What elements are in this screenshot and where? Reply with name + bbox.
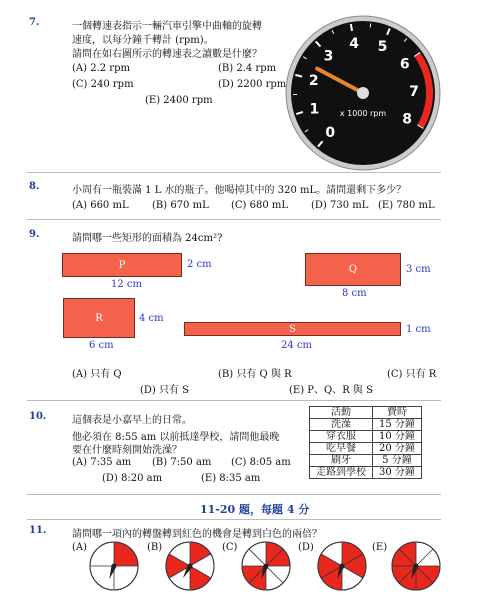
q7-number: 7. [29,17,40,28]
spinner-hub [264,564,269,569]
q10-option-c[interactable]: (C) 8:05 am [231,457,291,468]
table-header-time: 費時 [373,407,422,419]
q8-option-e[interactable]: (E) 780 mL [378,200,435,211]
gauge-tick-label: 2 [308,72,319,89]
spinner-hub [188,564,193,569]
gauge-tick-label: 5 [377,38,388,55]
spinner-hub [340,564,345,569]
q7-line2: 速度，以每分鐘千轉計 (rpm)。 [72,35,214,46]
table-cell: 走路到學校 [310,467,373,479]
gauge-tick-label: 0 [325,125,336,142]
q7-option-e[interactable]: (E) 2400 rpm [145,95,213,106]
rect-p: P [62,253,182,277]
rect-s: S [184,322,401,336]
q10-option-e[interactable]: (E) 8:35 am [201,473,261,484]
gauge-tick-label: 3 [323,48,334,65]
tachometer-gauge [284,14,442,172]
spinner-d [316,540,368,592]
table-cell: 穿衣服 [310,431,373,443]
table-cell: 15 分鐘 [373,419,422,431]
q9-option-b[interactable]: (B) 只有 Q 與 R [218,369,292,380]
rect-r: R [63,298,135,338]
rect-q-width: 8 cm [342,288,367,299]
rect-r-height: 4 cm [139,313,164,324]
q9-option-a[interactable]: (A) 只有 Q [72,369,122,380]
table-cell: 刷牙 [310,455,373,467]
q7-option-a[interactable]: (A) 2.2 rpm [72,63,130,74]
spinner-b [164,540,216,592]
q9-option-d[interactable]: (D) 只有 S [140,385,190,396]
spinner-hub [414,564,419,569]
q9-text: 請問哪一些矩形的面積為 24cm²? [72,233,223,244]
q9-option-e[interactable]: (E) P、Q、R 與 S [289,385,373,396]
q7-line3: 請問在如右圖所示的轉速表之讀數是什麼？ [72,49,262,60]
rect-p-height: 2 cm [187,259,212,270]
q11-option-e[interactable]: (E) [372,542,388,553]
routine-table [309,406,422,479]
rect-r-width: 6 cm [89,340,114,351]
gauge-tick [351,24,352,31]
q11-option-c[interactable]: (C) [222,542,238,553]
q8-text: 小周有一瓶裝滿 1 L 水的瓶子。他喝掉其中的 320 mL。請問還剩下多少？ [72,185,407,196]
q10-number: 10. [29,411,47,422]
q8-option-b[interactable]: (B) 670 mL [152,200,209,211]
q11-option-d[interactable]: (D) [298,542,314,553]
table-cell: 洗澡 [310,419,373,431]
q8-option-a[interactable]: (A) 660 mL [72,200,129,211]
table-cell: 10 分鐘 [373,431,422,443]
q11-number: 11. [29,525,47,536]
gauge-tick-label: 7 [409,83,419,100]
table-header-activity: 活動 [310,407,373,419]
rect-p-width: 12 cm [111,279,142,290]
q10-option-b[interactable]: (B) 7:50 am [152,457,212,468]
gauge-tick-label: 4 [349,35,360,52]
q11-option-b[interactable]: (B) [147,542,163,553]
section-heading: 11-20 題，每題 4 分 [200,503,310,516]
q7-option-c[interactable]: (C) 240 rpm [72,79,134,90]
table-cell: 5 分鐘 [373,455,422,467]
rect-s-height: 1 cm [406,324,431,335]
q8-option-d[interactable]: (D) 730 mL [311,200,369,211]
q10-line3: 要在什麼時刻開始洗澡？ [72,445,182,456]
q10-option-d[interactable]: (D) 8:20 am [102,473,163,484]
q9-number: 9. [29,229,40,240]
q10-line2: 他必須在 8:55 am 以前抵達學校，請問他最晚 [72,432,280,443]
table-cell: 吃早餐 [310,443,373,455]
spinner-c [240,540,292,592]
gauge-tick-label: 6 [399,56,410,73]
q10-line1: 這個表是小嘉早上的日常。 [72,415,192,426]
gauge-tick-label: 8 [402,111,413,128]
q7-option-d[interactable]: (D) 2200 rpm [218,79,287,90]
spinner-a [88,540,140,592]
q8-number: 8. [29,181,40,192]
q11-option-a[interactable]: (A) [72,542,88,553]
q7-line1: 一個轉速表指示一輛汽車引擎中曲軸的旋轉 [72,21,262,32]
rect-q: Q [305,253,401,286]
table-cell: 30 分鐘 [373,467,422,479]
q10-option-a[interactable]: (A) 7:35 am [72,457,132,468]
q7-option-b[interactable]: (B) 2.4 rpm [218,63,277,74]
q11-text: 請問哪一項內的轉盤轉到紅色的機會是轉到白色的兩倍？ [72,529,322,540]
spinner-e [390,540,442,592]
spinner-hub [112,564,117,569]
gauge-tick-label: 1 [309,101,320,118]
table-cell: 20 分鐘 [373,443,422,455]
q9-option-c[interactable]: (C) 只有 R [387,369,437,380]
gauge-unit: x 1000 rpm [339,109,387,118]
rect-s-width: 24 cm [281,340,312,351]
q8-option-c[interactable]: (C) 680 mL [231,200,289,211]
rect-q-height: 3 cm [406,264,431,275]
